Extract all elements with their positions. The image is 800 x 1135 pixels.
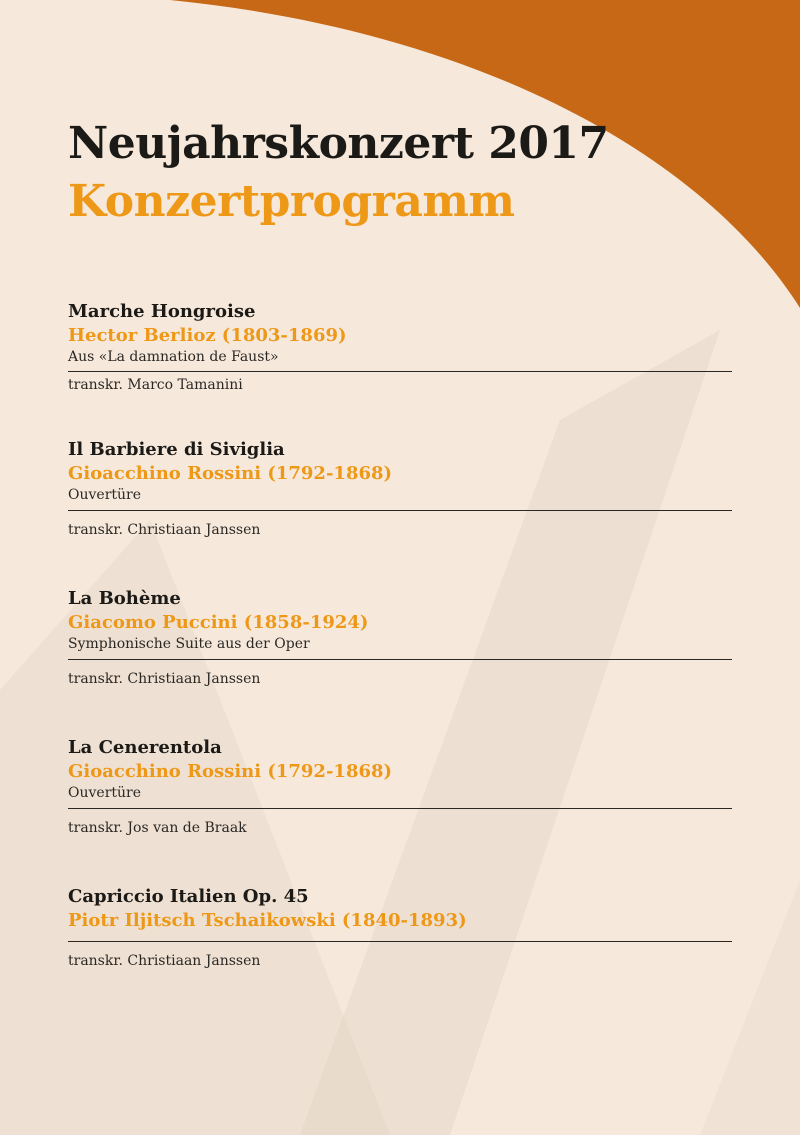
program-item xyxy=(68,438,732,540)
piece-title: Capriccio Italien Op. 45 xyxy=(68,886,309,907)
piece-description: Ouvertüre xyxy=(68,785,142,801)
piece-title: La Cenerentola xyxy=(68,737,222,758)
composer-name: Giacomo Puccini (1858-1924) xyxy=(68,612,369,633)
divider xyxy=(68,941,732,942)
arranger: transkr. Christiaan Janssen xyxy=(68,953,261,969)
divider xyxy=(68,510,732,511)
composer-name: Hector Berlioz (1803-1869) xyxy=(68,325,347,346)
page-subtitle: Konzertprogramm xyxy=(68,176,515,227)
page-title: Neujahrskonzert 2017 xyxy=(68,118,609,169)
piece-description: Ouvertüre xyxy=(68,487,142,503)
piece-title: Marche Hongroise xyxy=(68,301,256,322)
divider xyxy=(68,808,732,809)
arranger: transkr. Jos van de Braak xyxy=(68,820,247,836)
composer-name: Piotr Iljitsch Tschaikowski (1840-1893) xyxy=(68,910,467,931)
program-item xyxy=(68,587,732,689)
piece-description: Aus «La damnation de Faust» xyxy=(68,349,279,365)
divider xyxy=(68,371,732,372)
piece-title: Il Barbiere di Siviglia xyxy=(68,439,285,460)
divider xyxy=(68,659,732,660)
program-item xyxy=(68,736,732,838)
arranger: transkr. Christiaan Janssen xyxy=(68,522,261,538)
piece-description: Symphonische Suite aus der Oper xyxy=(68,636,310,652)
composer-name: Gioacchino Rossini (1792-1868) xyxy=(68,463,393,484)
composer-name: Gioacchino Rossini (1792-1868) xyxy=(68,761,393,782)
arranger: transkr. Marco Tamanini xyxy=(68,377,243,393)
arranger: transkr. Christiaan Janssen xyxy=(68,671,261,687)
program-item xyxy=(68,300,732,395)
program-item xyxy=(68,885,732,971)
piece-title: La Bohème xyxy=(68,588,181,609)
